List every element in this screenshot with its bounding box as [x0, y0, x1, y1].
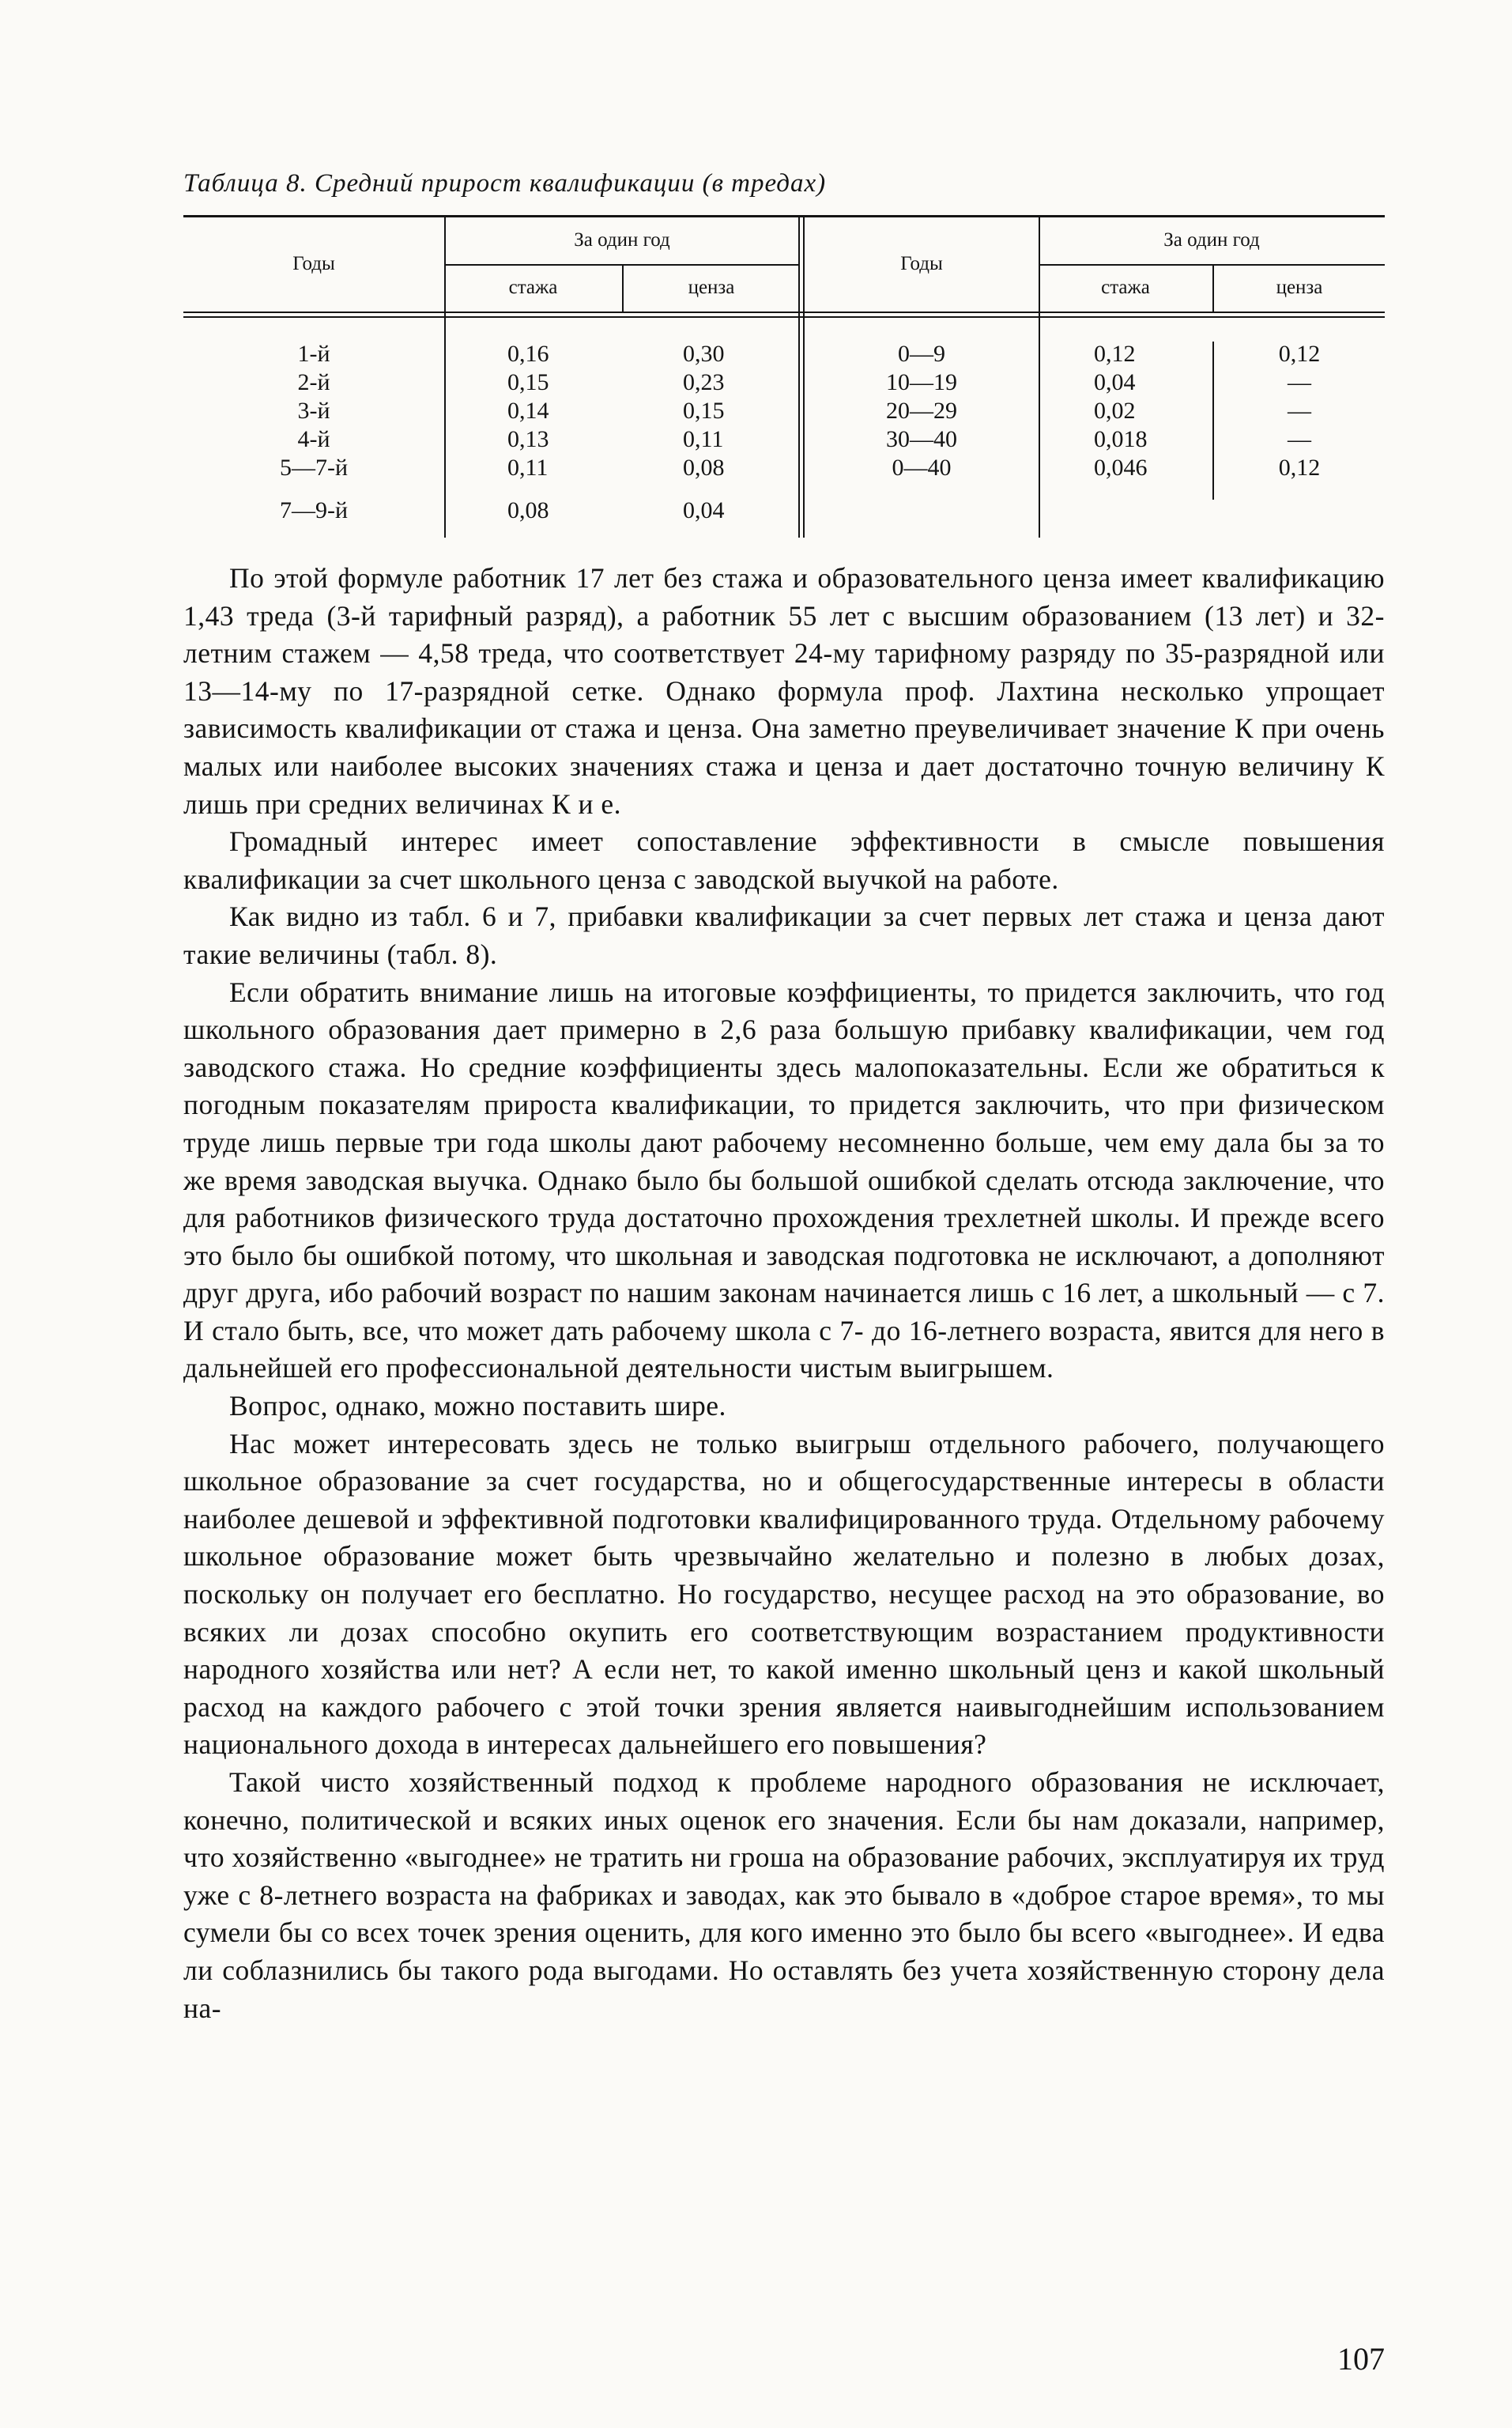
table-cell: 0—40: [892, 455, 952, 481]
paragraph: По этой формуле работник 17 лет без стажа и образовательного ценза имеет квалификацию 1,43 треда (3-й тарифный разряд), а работник 55 лет с высшим образованием (13 лет) и 32-летним стажем — 4,58 треда, что соответствует 24-му тарифному разряду по 35-разрядной или 13—14-му по 17-разрядной сетке. Однако формула проф. Лахтина несколько упрощает зависимость квалификации от стажа и ценза. Она заметно преувеличивает значение К при очень малых или наиболее высоких значениях стажа и ценза и дает достаточно точную величину К лишь при средних величинах К и е.: [183, 562, 1385, 820]
header-tsenz-right: ценза: [1276, 277, 1323, 298]
table-cell: 0,15: [683, 398, 725, 424]
page: [183, 0, 1385, 2428]
column-tsenz-left: [683, 340, 725, 525]
table-top-rule: [183, 215, 1385, 217]
page-number: 107: [1337, 2341, 1385, 2377]
table-cell: 0,046: [1094, 455, 1148, 481]
column-stazh-right: [1094, 340, 1148, 482]
vrule-years-right: [1039, 215, 1040, 538]
body-text: [183, 560, 1385, 2027]
table-cell: 5—7-й: [279, 455, 349, 481]
table-cell: 0,12: [1094, 341, 1136, 367]
table-cell: 0,16: [507, 341, 549, 367]
table-cell: 0,12: [1278, 455, 1321, 481]
header-stazh-right: стажа: [1101, 277, 1150, 298]
paragraph: Если обратить внимание лишь на итоговые коэффициенты, то придется заключить, что год школьного образования дает примерно в 2,6 раза большую прибавку квалификации, чем год заводского стажа. Но средние коэффициенты здесь малопоказательны. Если же обратиться к погодным показателям прироста квалификации, то придется заключить, что при физическом труде лишь первые три года школы дают рабочему несомненно больше, чем ему дала бы за то же время заводская выучка. Однако было бы большой ошибкой сделать отсюда заключение, что для работников физического труда достаточно прохождения трехлетней школы. И прежде всего это было бы ошибкой потому, что школьная и заводская подготовка не исключают, а дополняют друг друга, ибо рабочий возраст по нашим законам начинается лишь с 16 лет, а школьный — с 7. И стало быть, все, что может дать рабочему школа с 7- до 16-летнего возраста, явится для него в дальнейшей его профессиональной деятельности чистым выигрышем.: [183, 976, 1385, 1384]
table-caption: Таблица 8. Средний прирост квалификации (в тредах): [183, 169, 827, 198]
table-cell: 30—40: [886, 426, 957, 452]
paragraph: Вопрос, однако, можно поставить шире.: [229, 1390, 726, 1422]
paragraph: Такой чисто хозяйственный подход к проблеме народного образования не исключает, конечно, политической и всяких иных оценок его значения. Если бы нам доказали, например, что хозяйственно «выгоднее» не тратить ни гроша на образование рабочих, эксплуатируя их труд уже с 8-летнего возраста на фабриках и заводах, как это бывало в «доброе старое время», то мы сумели бы со всех точек зрения оценить, для кого именно это было бы всего «выгоднее». И едва ли соблазнились бы такого рода выгодами. Но оставлять без учета хозяйственную сторону дела на-: [183, 1766, 1385, 2024]
paragraph: Нас может интересовать здесь не только выигрыш отдельного рабочего, получающего школьное образование за счет государства, но и общегосударственные интересы в области наиболее дешевой и эффективной подготовки квалифицированного труда. Отдельному рабочему школьное образование может быть чрезвычайно желательно и полезно в любых дозах, поскольку он получает его бесплатно. Но государство, несущее расход на это образование, во всяких ли дозах способно окупить его соответствующим возрастанием продуктивности народного хозяйства или нет? А если нет, то какой именно школьный ценз и какой школьный расход на каждого рабочего с этой точки зрения является наивыгоднейшим использованием национального дохода в интересах дальнейшего его повышения?: [183, 1427, 1385, 1761]
table-cell: —: [1288, 398, 1311, 424]
table-cell: 7—9-й: [279, 497, 349, 523]
column-stazh-left: [507, 340, 549, 525]
table-cell: 0,13: [507, 426, 549, 452]
table-cell: 0—9: [898, 341, 945, 367]
table-cell: 0,08: [683, 455, 725, 481]
table-cell: 2-й: [297, 369, 330, 395]
header-stazh-left: стажа: [508, 277, 558, 298]
table-cell: 0,08: [507, 497, 549, 523]
header-bottom-rule: [183, 312, 1385, 313]
paragraph: Громадный интерес имеет сопоставление эффективности в смысле повышения квалификации за счет школьного ценза с заводской выучкой на работе.: [183, 825, 1385, 895]
column-years-right: [805, 340, 1039, 482]
header-years-right: Годы: [900, 253, 943, 274]
column-years-left: [183, 340, 444, 525]
table-cell: 20—29: [886, 398, 957, 424]
table-cell: 0,23: [683, 369, 725, 395]
table-cell: 10—19: [886, 369, 957, 395]
table-cell: 0,15: [507, 369, 549, 395]
column-tsenz-right: [1214, 340, 1385, 482]
paragraph: Как видно из табл. 6 и 7, прибавки квалификации за счет первых лет стажа и ценза дают такие величины (табл. 8).: [183, 901, 1385, 970]
table-cell: —: [1288, 369, 1311, 395]
header-span-left: За один год: [574, 229, 670, 251]
table-cell: 0,14: [507, 398, 549, 424]
header-years-left: Годы: [292, 253, 335, 274]
data-table: [183, 215, 1385, 538]
header-span-right: За один год: [1163, 229, 1260, 251]
table-cell: 0,018: [1094, 426, 1148, 452]
table-cell: 0,11: [507, 455, 549, 481]
table-cell: 0,12: [1278, 341, 1321, 367]
span-header-rule-right: [1039, 264, 1385, 266]
table-cell: 3-й: [297, 398, 330, 424]
table-cell: 0,04: [1094, 369, 1136, 395]
header-bottom-rule-2: [183, 316, 1385, 318]
table-cell: 0,30: [683, 341, 725, 367]
vrule-years-left: [444, 215, 446, 538]
table-cell: 4-й: [297, 426, 330, 452]
header-tsenz-left: ценза: [688, 277, 735, 298]
table-cell: 1-й: [297, 341, 330, 367]
table-cell: 0,04: [683, 497, 725, 523]
table-cell: 0,11: [683, 426, 724, 452]
table-cell: 0,02: [1094, 398, 1136, 424]
vrule-double-a: [798, 215, 800, 538]
table-cell: —: [1288, 426, 1311, 452]
